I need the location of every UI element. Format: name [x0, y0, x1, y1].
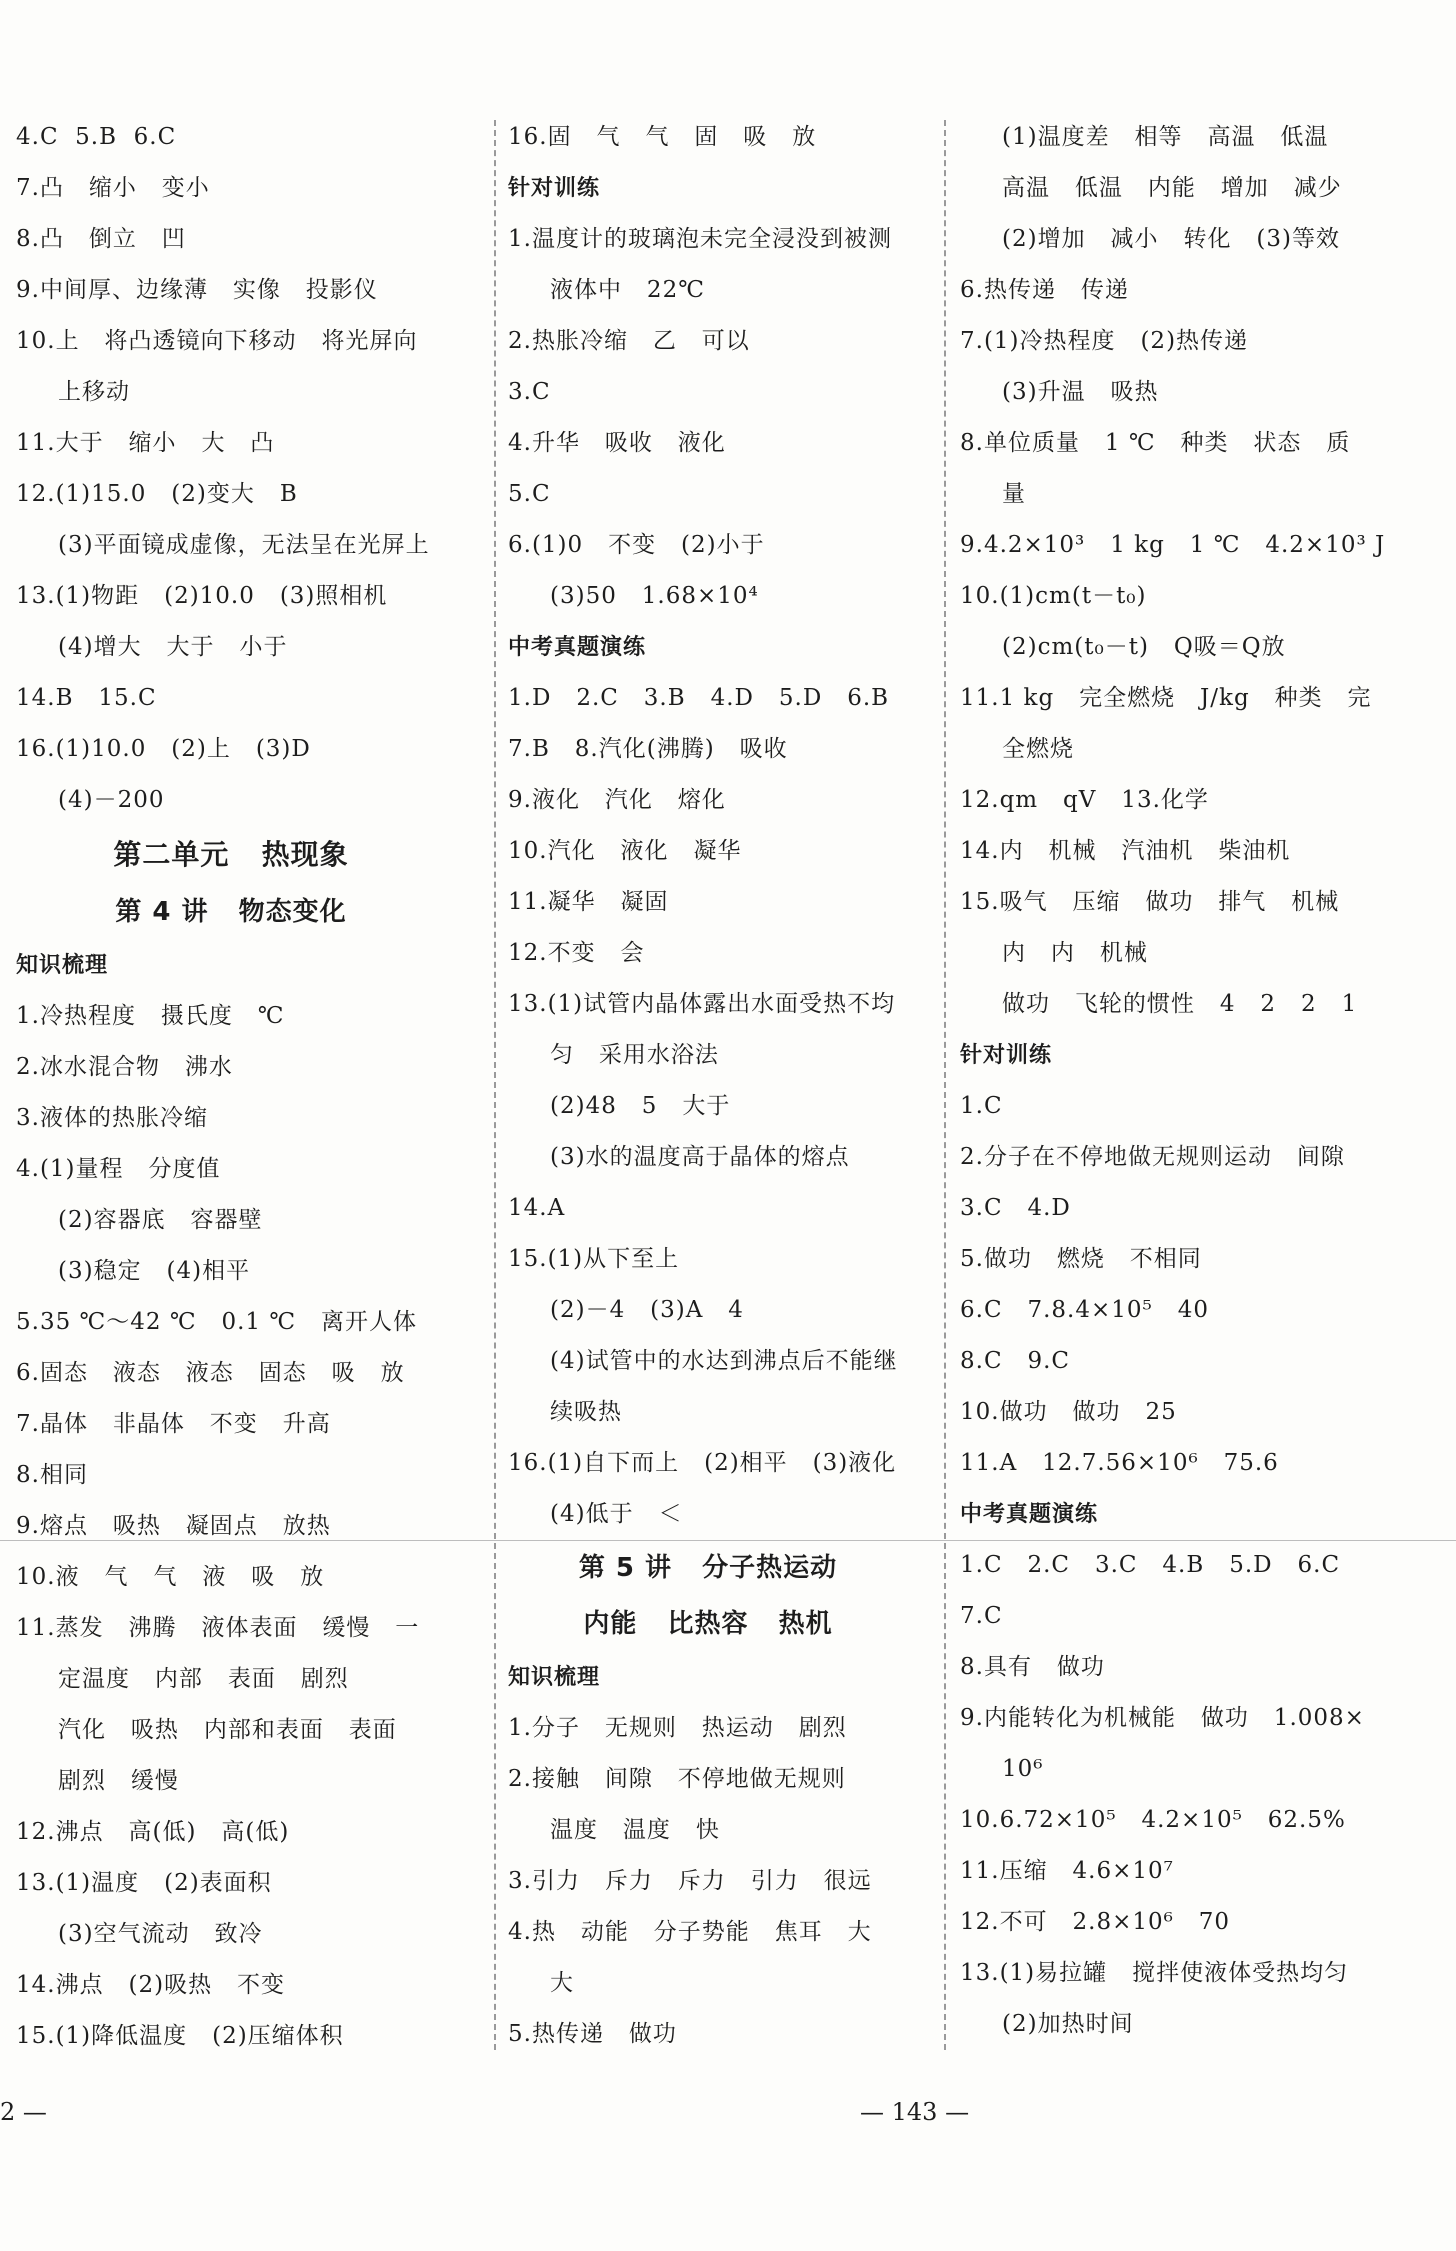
answer-line: 1.C 2.C 3.C 4.B 5.D 6.C [960, 1552, 1341, 1578]
answer-continuation: (2)－4 (3)A 4 [550, 1297, 744, 1323]
answer-line: 4.C 5.B 6.C [16, 124, 177, 150]
answer-line: 2.冰水混合物 沸水 [16, 1054, 233, 1080]
answer-continuation: (3)稳定 (4)相平 [58, 1258, 251, 1284]
answer-line: 8.相同 [16, 1462, 88, 1488]
answer-continuation: 做功 飞轮的惯性 4 2 2 1 [1002, 991, 1358, 1017]
section-heading: 针对训练 [960, 1043, 1053, 1068]
answer-line: 15.(1)从下至上 [508, 1246, 680, 1272]
answer-continuation: (3)升温 吸热 [1002, 379, 1159, 405]
answer-line: 16.(1)自下而上 (2)相平 (3)液化 [508, 1450, 897, 1476]
answer-line: 1.分子 无规则 热运动 剧烈 [508, 1715, 847, 1741]
lecture-title: 第 4 讲 物态变化 [115, 897, 347, 927]
unit-title: 第二单元 热现象 [113, 838, 349, 871]
answer-continuation: 高温 低温 内能 增加 减少 [1002, 175, 1342, 201]
answer-line: 1.C [960, 1093, 1003, 1119]
answer-continuation: (2)48 5 大于 [550, 1093, 731, 1119]
section-heading: 知识梳理 [508, 1665, 601, 1690]
answer-line: 14.沸点 (2)吸热 不变 [16, 1972, 286, 1998]
answer-line: 12.不变 会 [508, 940, 645, 966]
page-number: — 143 — [860, 2098, 970, 2126]
answer-line: 2.热胀冷缩 乙 可以 [508, 328, 750, 354]
answer-line: 7.凸 缩小 变小 [16, 175, 210, 201]
answer-line: 8.单位质量 1 ℃ 种类 状态 质 [960, 430, 1351, 456]
answer-line: 9.中间厚、边缘薄 实像 投影仪 [16, 277, 378, 303]
answer-column-middle [508, 112, 948, 2060]
answer-line: 14.B 15.C [16, 685, 157, 711]
answer-continuation: (2)加热时间 [1002, 2011, 1134, 2037]
page-number-left: 2 — [0, 2098, 47, 2126]
answer-line: 7.C [960, 1603, 1003, 1629]
answer-line: 11.凝华 凝固 [508, 889, 669, 915]
answer-line: 6.固态 液态 液态 固态 吸 放 [16, 1360, 405, 1386]
answer-line: 3.C [508, 379, 551, 405]
answer-line: 3.C 4.D [960, 1195, 1071, 1221]
answer-column-right [960, 112, 1440, 2050]
answer-line: 12.不可 2.8×10⁶ 70 [960, 1909, 1231, 1935]
answer-continuation: (1)温度差 相等 高温 低温 [1002, 124, 1329, 150]
answer-continuation: (3)平面镜成虚像，无法呈在光屏上 [58, 532, 430, 558]
answer-line: 8.具有 做功 [960, 1654, 1105, 1680]
answer-continuation: (2)增加 减小 转化 (3)等效 [1002, 226, 1340, 252]
answer-line: 16.(1)10.0 (2)上 (3)D [16, 736, 311, 762]
answer-line: 5.做功 燃烧 不相同 [960, 1246, 1202, 1272]
answer-column-left [16, 112, 486, 2062]
answer-line: 12.qm qV 13.化学 [960, 787, 1209, 813]
answer-line: 6.热传递 传递 [960, 277, 1129, 303]
answer-continuation: 续吸热 [550, 1399, 622, 1425]
answer-line: 9.4.2×10³ 1 kg 1 ℃ 4.2×10³ J [960, 532, 1386, 558]
answer-line: 4.热 动能 分子势能 焦耳 大 [508, 1919, 872, 1945]
section-heading: 中考真题演练 [508, 635, 647, 660]
answer-line: 11.蒸发 沸腾 液体表面 缓慢 一 [16, 1615, 420, 1641]
answer-continuation: 10⁶ [1002, 1756, 1044, 1782]
column-divider [944, 120, 946, 2050]
answer-line: 1.D 2.C 3.B 4.D 5.D 6.B [508, 685, 890, 711]
answer-line: 7.晶体 非晶体 不变 升高 [16, 1411, 331, 1437]
answer-continuation: 匀 采用水浴法 [550, 1042, 719, 1068]
answer-line: 11.1 kg 完全燃烧 J/kg 种类 完 [960, 685, 1372, 711]
answer-line: 6.C 7.8.4×10⁵ 40 [960, 1297, 1209, 1323]
answer-continuation: (3)空气流动 致冷 [58, 1921, 263, 1947]
answer-continuation: (2)cm(t₀－t) Q吸＝Q放 [1002, 634, 1286, 660]
answer-continuation: 量 [1002, 481, 1026, 507]
answer-line: 3.引力 斥力 斥力 引力 很远 [508, 1868, 872, 1894]
answer-line: 10.做功 做功 25 [960, 1399, 1177, 1425]
answer-line: 14.内 机械 汽油机 柴油机 [960, 838, 1291, 864]
answer-line: 3.液体的热胀冷缩 [16, 1105, 208, 1131]
answer-line: 11.压缩 4.6×10⁷ [960, 1858, 1174, 1884]
answer-continuation: (4)－200 [58, 787, 165, 813]
answer-line: 5.热传递 做功 [508, 2021, 677, 2047]
answer-line: 13.(1)温度 (2)表面积 [16, 1870, 272, 1896]
answer-continuation: 温度 温度 快 [550, 1817, 720, 1843]
fold-line [0, 1540, 1456, 1541]
lecture-title: 第 5 讲 分子热运动 [578, 1553, 838, 1583]
answer-line: 10.上 将凸透镜向下移动 将光屏向 [16, 328, 418, 354]
answer-continuation: 上移动 [58, 379, 130, 405]
answer-line: 10.汽化 液化 凝华 [508, 838, 742, 864]
column-divider [494, 120, 496, 2050]
answer-line: 5.C [508, 481, 551, 507]
answer-line: 10.液 气 气 液 吸 放 [16, 1564, 325, 1590]
answer-line: 9.熔点 吸热 凝固点 放热 [16, 1513, 331, 1539]
answer-line: 8.C 9.C [960, 1348, 1071, 1374]
answer-line: 13.(1)试管内晶体露出水面受热不均 [508, 991, 896, 1017]
answer-continuation: 剧烈 缓慢 [58, 1768, 179, 1794]
answer-line: 13.(1)易拉罐 搅拌使液体受热均匀 [960, 1960, 1349, 1986]
lecture-title: 内能 比热容 热机 [583, 1609, 833, 1639]
answer-line: 10.(1)cm(t－t₀) [960, 583, 1147, 609]
answer-line: 6.(1)0 不变 (2)小于 [508, 532, 765, 558]
answer-line: 9.内能转化为机械能 做功 1.008× [960, 1705, 1365, 1731]
answer-line: 2.分子在不停地做无规则运动 间隙 [960, 1144, 1345, 1170]
answer-line: 4.(1)量程 分度值 [16, 1156, 221, 1182]
answer-line: 11.大于 缩小 大 凸 [16, 430, 275, 456]
answer-continuation: (3)50 1.68×10⁴ [550, 583, 759, 609]
answer-line: 12.沸点 高(低) 高(低) [16, 1819, 290, 1845]
answer-continuation: 定温度 内部 表面 剧烈 [58, 1666, 349, 1692]
answer-continuation: 全燃烧 [1002, 736, 1074, 762]
answer-continuation: (2)容器底 容器壁 [58, 1207, 263, 1233]
answer-continuation: 大 [550, 1970, 574, 1996]
section-heading: 针对训练 [508, 176, 601, 201]
answer-continuation: (3)水的温度高于晶体的熔点 [550, 1144, 850, 1170]
answer-continuation: 汽化 吸热 内部和表面 表面 [58, 1717, 397, 1743]
answer-line: 11.A 12.7.56×10⁶ 75.6 [960, 1450, 1279, 1476]
answer-continuation: (4)增大 大于 小于 [58, 634, 288, 660]
answer-line: 7.(1)冷热程度 (2)热传递 [960, 328, 1249, 354]
answer-line: 5.35 ℃～42 ℃ 0.1 ℃ 离开人体 [16, 1309, 418, 1335]
answer-continuation: 内 内 机械 [1002, 940, 1148, 966]
answer-line: 1.温度计的玻璃泡未完全浸没到被测 [508, 226, 892, 252]
answer-line: 13.(1)物距 (2)10.0 (3)照相机 [16, 583, 388, 609]
answer-line: 16.固 气 气 固 吸 放 [508, 124, 817, 150]
answer-line: 8.凸 倒立 凹 [16, 226, 186, 252]
answer-line: 9.液化 汽化 熔化 [508, 787, 726, 813]
answer-line: 10.6.72×10⁵ 4.2×10⁵ 62.5% [960, 1807, 1346, 1833]
answer-continuation: (4)试管中的水达到沸点后不能继 [550, 1348, 898, 1374]
answer-line: 14.A [508, 1195, 566, 1221]
answer-line: 12.(1)15.0 (2)变大 B [16, 481, 298, 507]
section-heading: 知识梳理 [16, 953, 109, 978]
answer-line: 15.(1)降低温度 (2)压缩体积 [16, 2023, 344, 2049]
answer-line: 15.吸气 压缩 做功 排气 机械 [960, 889, 1340, 915]
answer-line: 7.B 8.汽化(沸腾) 吸收 [508, 736, 788, 762]
answer-line: 4.升华 吸收 液化 [508, 430, 726, 456]
answer-line: 2.接触 间隙 不停地做无规则 [508, 1766, 846, 1792]
answer-continuation: 液体中 22℃ [550, 277, 705, 303]
section-heading: 中考真题演练 [960, 1502, 1099, 1527]
answer-continuation: (4)低于 ＜ [550, 1501, 683, 1527]
answer-line: 1.冷热程度 摄氏度 ℃ [16, 1003, 285, 1029]
